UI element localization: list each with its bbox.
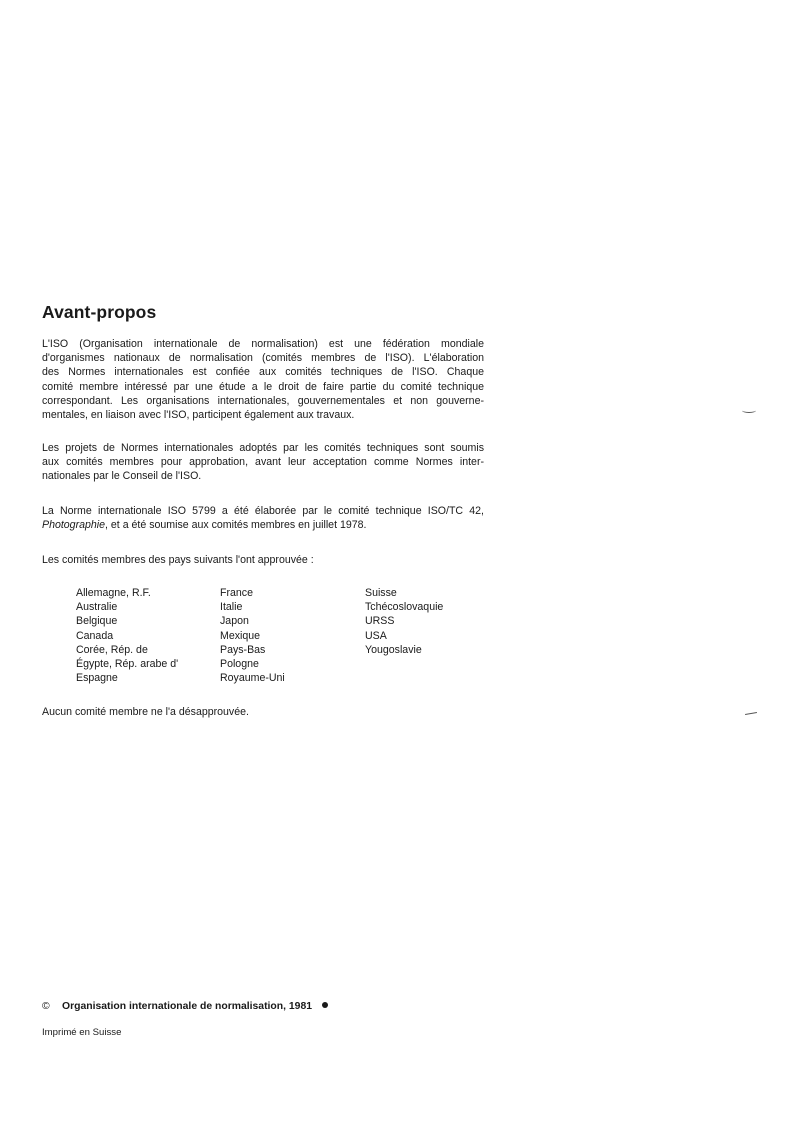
foreword-paragraph-drafts [42, 441, 484, 484]
bullet-dot-icon [322, 1002, 328, 1008]
text-line: aux comités membres pour approbation, avant leur acceptation comme Normes inter- [42, 456, 484, 469]
printed-in-notice: Imprimé en Suisse [42, 1027, 122, 1038]
page-title: Avant-propos [42, 302, 157, 322]
text-line: comité membre intéressé par une étude a le droit de faire partie du comité technique [42, 380, 484, 393]
member-country: Belgique [76, 615, 118, 628]
member-country: Australie [76, 601, 118, 614]
text-line: mentales, en liaison avec l'ISO, participent également aux travaux. [42, 409, 355, 422]
text-line: correspondant. Les organisations internationales, gouvernementales et non gouverne- [42, 394, 484, 407]
scan-mark [742, 408, 756, 413]
member-country: Égypte, Rép. arabe d' [76, 658, 179, 671]
member-column [76, 586, 178, 685]
member-column [365, 586, 443, 657]
text-line: nationales par le Conseil de l'ISO. [42, 470, 202, 483]
member-country: Mexique [220, 629, 261, 642]
member-country: Suisse [365, 587, 397, 599]
disapproval-statement: Aucun comité membre ne l'a désapprouvée. [42, 706, 249, 718]
member-column [220, 586, 285, 685]
copyright-icon: © [42, 1001, 50, 1012]
foreword-paragraph-iso [42, 337, 484, 422]
text-line: des Normes internationales est confiée aux comités techniques de l'ISO. Chaque [42, 366, 484, 379]
member-country: URSS [365, 615, 395, 628]
text-line: Les projets de Normes internationales adoptés par les comités techniques sont soumis [42, 442, 484, 454]
copyright-text: Organisation internationale de normalisation, 1981 [62, 1001, 313, 1012]
committee-title: Photographie [42, 519, 106, 532]
member-country: Tchécoslovaquie [365, 601, 444, 614]
foreword-paragraph-standard [42, 504, 484, 532]
text-fragment: , et a été soumise aux comités membres en juillet 1978. [105, 519, 367, 532]
member-country: Royaume-Uni [220, 672, 285, 685]
copyright-notice [42, 1001, 328, 1012]
member-country: Pays-Bas [220, 643, 266, 656]
member-country: Corée, Rép. de [76, 643, 148, 656]
member-country: Espagne [76, 672, 118, 685]
text-line: La Norme internationale ISO 5799 a été élaborée par le comité technique ISO/TC 42, [42, 505, 484, 517]
member-country: Canada [76, 629, 114, 642]
member-country: Pologne [220, 658, 259, 671]
text-line: d'organismes nationaux de normalisation (comités membres de l'ISO). L'élaboration [42, 352, 484, 365]
text-line [42, 518, 484, 532]
member-country: USA [365, 629, 387, 642]
member-country: Allemagne, R.F. [76, 587, 151, 599]
scan-mark [745, 712, 757, 715]
text-line: L'ISO (Organisation internationale de normalisation) est une fédération mondiale [42, 338, 484, 350]
member-country: Yougoslavie [365, 643, 422, 656]
member-country: France [220, 587, 253, 599]
approval-intro: Les comités membres des pays suivants l'ont approuvée : [42, 554, 314, 566]
member-country: Japon [220, 615, 249, 628]
member-country: Italie [220, 601, 243, 614]
